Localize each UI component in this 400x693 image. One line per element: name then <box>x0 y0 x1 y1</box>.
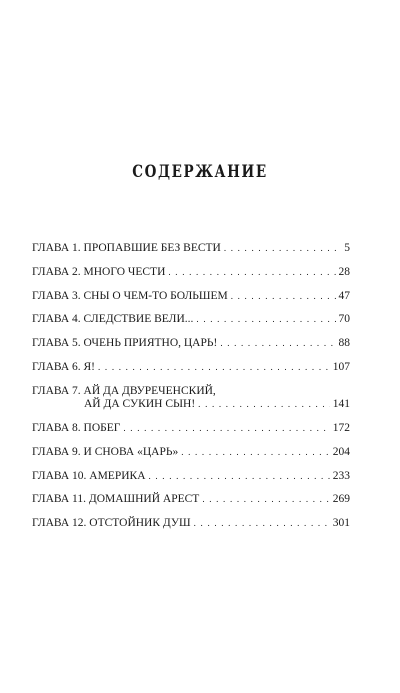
chapter-title: ОЧЕНЬ ПРИЯТНО, ЦАРЬ! <box>83 337 218 350</box>
toc-entry[interactable] <box>32 337 350 351</box>
toc-entry[interactable] <box>32 385 350 412</box>
table-of-contents <box>32 242 350 541</box>
dot-leader <box>98 361 330 375</box>
chapter-number: ГЛАВА 4. <box>32 313 81 326</box>
toc-entry-label <box>32 290 228 304</box>
chapter-number: ГЛАВА 6. <box>32 360 81 373</box>
chapter-title: СЛЕДСТВИЕ ВЕЛИ... <box>83 313 194 326</box>
chapter-number: ГЛАВА 8. <box>32 422 81 435</box>
dot-leader <box>198 398 330 412</box>
page-number: 269 <box>332 493 350 506</box>
toc-entry-label <box>32 385 216 399</box>
toc-entry[interactable] <box>32 493 350 507</box>
dot-leader <box>224 242 341 256</box>
dot-leader <box>196 313 335 327</box>
toc-entry[interactable] <box>32 446 350 460</box>
page-number: 107 <box>332 360 350 373</box>
page-number: 88 <box>338 337 350 350</box>
toc-entry-label <box>32 313 193 327</box>
toc-entry-label <box>32 446 178 460</box>
toc-entry[interactable] <box>32 517 350 531</box>
dot-leader <box>202 493 329 507</box>
toc-entry-label <box>32 422 120 436</box>
toc-entry-label <box>32 361 95 375</box>
toc-entry[interactable] <box>32 470 350 484</box>
dot-leader <box>231 290 336 304</box>
toc-entry-label <box>32 517 191 531</box>
chapter-title: ОТСТОЙНИК ДУШ <box>89 517 191 530</box>
chapter-title: Я! <box>83 360 96 373</box>
toc-entry[interactable] <box>32 422 350 436</box>
toc-entry[interactable] <box>32 313 350 327</box>
chapter-title-continued: АЙ ДА СУКИН СЫН! <box>84 398 196 411</box>
toc-entry[interactable] <box>32 266 350 280</box>
chapter-title: АМЕРИКА <box>89 469 146 482</box>
page-number: 204 <box>332 445 350 458</box>
page-number: 301 <box>332 517 350 530</box>
page-number: 28 <box>338 265 350 278</box>
chapter-number: ГЛАВА 1. <box>32 242 81 254</box>
chapter-title: ПОБЕГ <box>83 422 121 435</box>
dot-leader <box>220 337 335 351</box>
chapter-title: МНОГО ЧЕСТИ <box>83 265 166 278</box>
dot-leader <box>149 470 330 484</box>
page-number: 141 <box>332 398 350 411</box>
contents-heading: СОДЕРЖАНИЕ <box>132 162 268 182</box>
chapter-number: ГЛАВА 12. <box>32 517 87 530</box>
page-number: 47 <box>338 289 350 302</box>
dot-leader <box>194 517 330 531</box>
toc-entry-label <box>32 337 217 351</box>
toc-entry-label <box>32 470 146 484</box>
chapter-title: ПРОПАВШИЕ БЕЗ ВЕСТИ <box>83 242 221 254</box>
page-number: 233 <box>332 469 350 482</box>
chapter-number: ГЛАВА 11. <box>32 493 86 506</box>
chapter-title: ДОМАШНИЙ АРЕСТ <box>88 493 200 506</box>
chapter-title: И СНОВА «ЦАРЬ» <box>83 445 179 458</box>
toc-entry-label <box>32 493 199 507</box>
toc-entry-label <box>32 242 221 256</box>
chapter-number: ГЛАВА 3. <box>32 289 81 302</box>
chapter-title: АЙ ДА ДВУРЕЧЕНСКИЙ, <box>83 384 216 397</box>
toc-entry-label <box>32 266 165 280</box>
chapter-title: СНЫ О ЧЕМ-ТО БОЛЬШЕМ <box>83 289 228 302</box>
dot-leader <box>168 266 335 280</box>
chapter-number: ГЛАВА 9. <box>32 445 81 458</box>
toc-entry[interactable] <box>32 242 350 256</box>
chapter-number: ГЛАВА 5. <box>32 337 81 350</box>
page-number: 172 <box>332 422 350 435</box>
chapter-number: ГЛАВА 7. <box>32 384 81 397</box>
toc-entry[interactable] <box>32 290 350 304</box>
page-number: 70 <box>338 313 350 326</box>
chapter-number: ГЛАВА 10. <box>32 469 87 482</box>
chapter-number: ГЛАВА 2. <box>32 265 81 278</box>
toc-entry[interactable] <box>32 361 350 375</box>
page-number: 5 <box>344 242 350 254</box>
dot-leader <box>123 422 329 436</box>
dot-leader <box>181 446 330 460</box>
